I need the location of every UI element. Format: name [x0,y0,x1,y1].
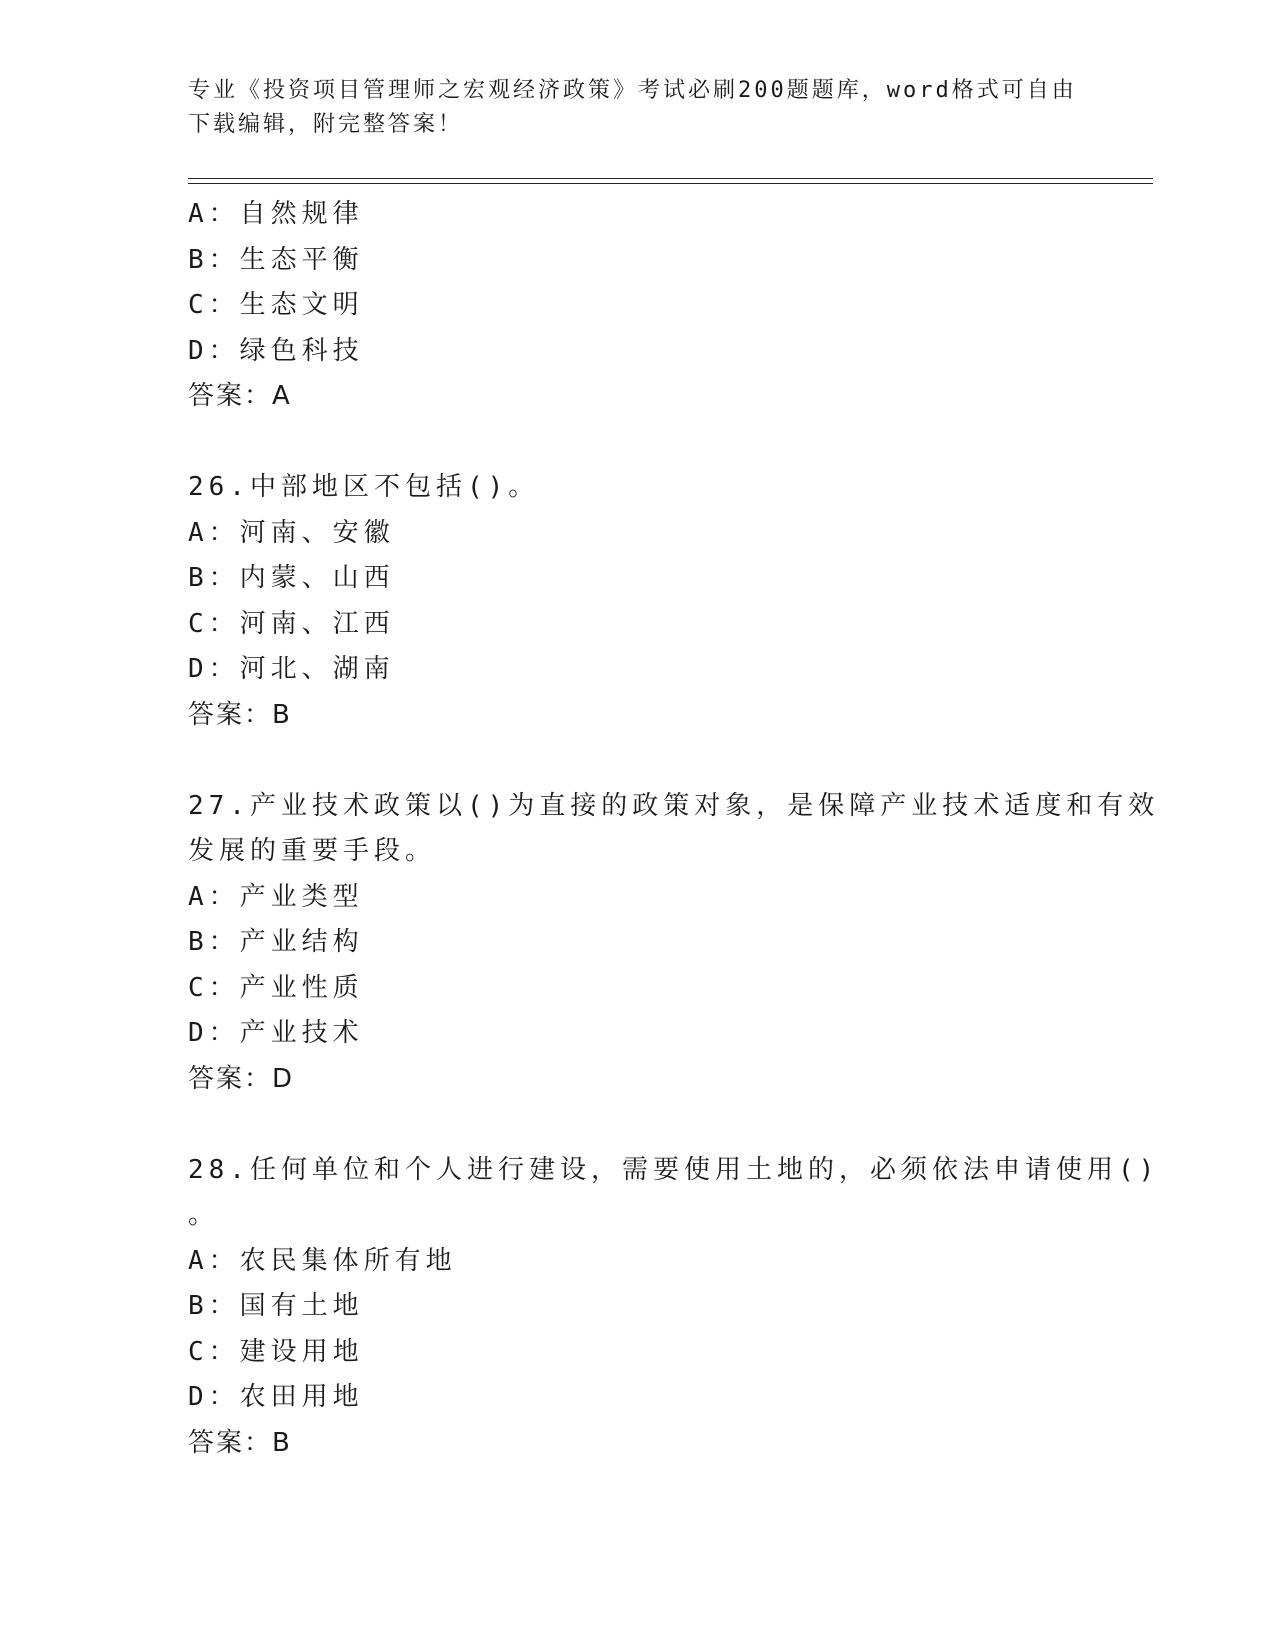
option-b: B：国有土地 [188,1291,364,1321]
question-26 [188,465,1153,738]
option-d: D：产业技术 [188,1018,364,1048]
option-a: A：自然规律 [188,199,364,229]
answer-line: 答案：B [188,1427,292,1458]
answer-line: 答案：D [188,1063,295,1094]
question-25 [188,192,1153,420]
option-b: B：生态平衡 [188,244,364,275]
spacer [188,738,1153,784]
option-c: C：建设用地 [188,1336,364,1367]
question-stem-line-2: 。 [188,1200,220,1230]
option-c: C：生态文明 [188,290,364,320]
header-divider [188,178,1153,184]
question-27 [188,784,1160,1103]
spacer [188,1102,1153,1148]
option-a: A：农民集体所有地 [188,1245,457,1276]
answer-line: 答案：B [188,699,292,730]
option-d: D：河北、湖南 [188,654,395,684]
question-list [188,192,1160,1466]
option-d: D：绿色科技 [188,335,364,366]
question-stem-line-1: 28.任何单位和个人进行建设，需要使用土地的，必须依法申请使用() [188,1154,1160,1185]
option-d: D：农田用地 [188,1382,364,1412]
document-header [188,74,1077,142]
question-stem-line-1: 27.产业技术政策以()为直接的政策对象，是保障产业技术适度和有效 [188,790,1160,821]
header-line-2: 下载编辑，附完整答案！ [188,112,464,137]
question-28 [188,1148,1160,1467]
question-stem-line-2: 发展的重要手段。 [188,836,437,866]
question-stem: 26.中部地区不包括()。 [188,472,540,502]
spacer [188,420,1153,466]
answer-line: 答案：A [188,381,292,411]
option-b: B：内蒙、山西 [188,563,395,593]
option-c: C：产业性质 [188,972,364,1003]
option-a: A：河南、安徽 [188,517,395,548]
header-line-1: 专业《投资项目管理师之宏观经济政策》考试必刷200题题库，word格式可自由 [188,78,1077,103]
option-a: A：产业类型 [188,881,364,912]
option-b: B：产业结构 [188,927,364,957]
option-c: C：河南、江西 [188,608,395,639]
